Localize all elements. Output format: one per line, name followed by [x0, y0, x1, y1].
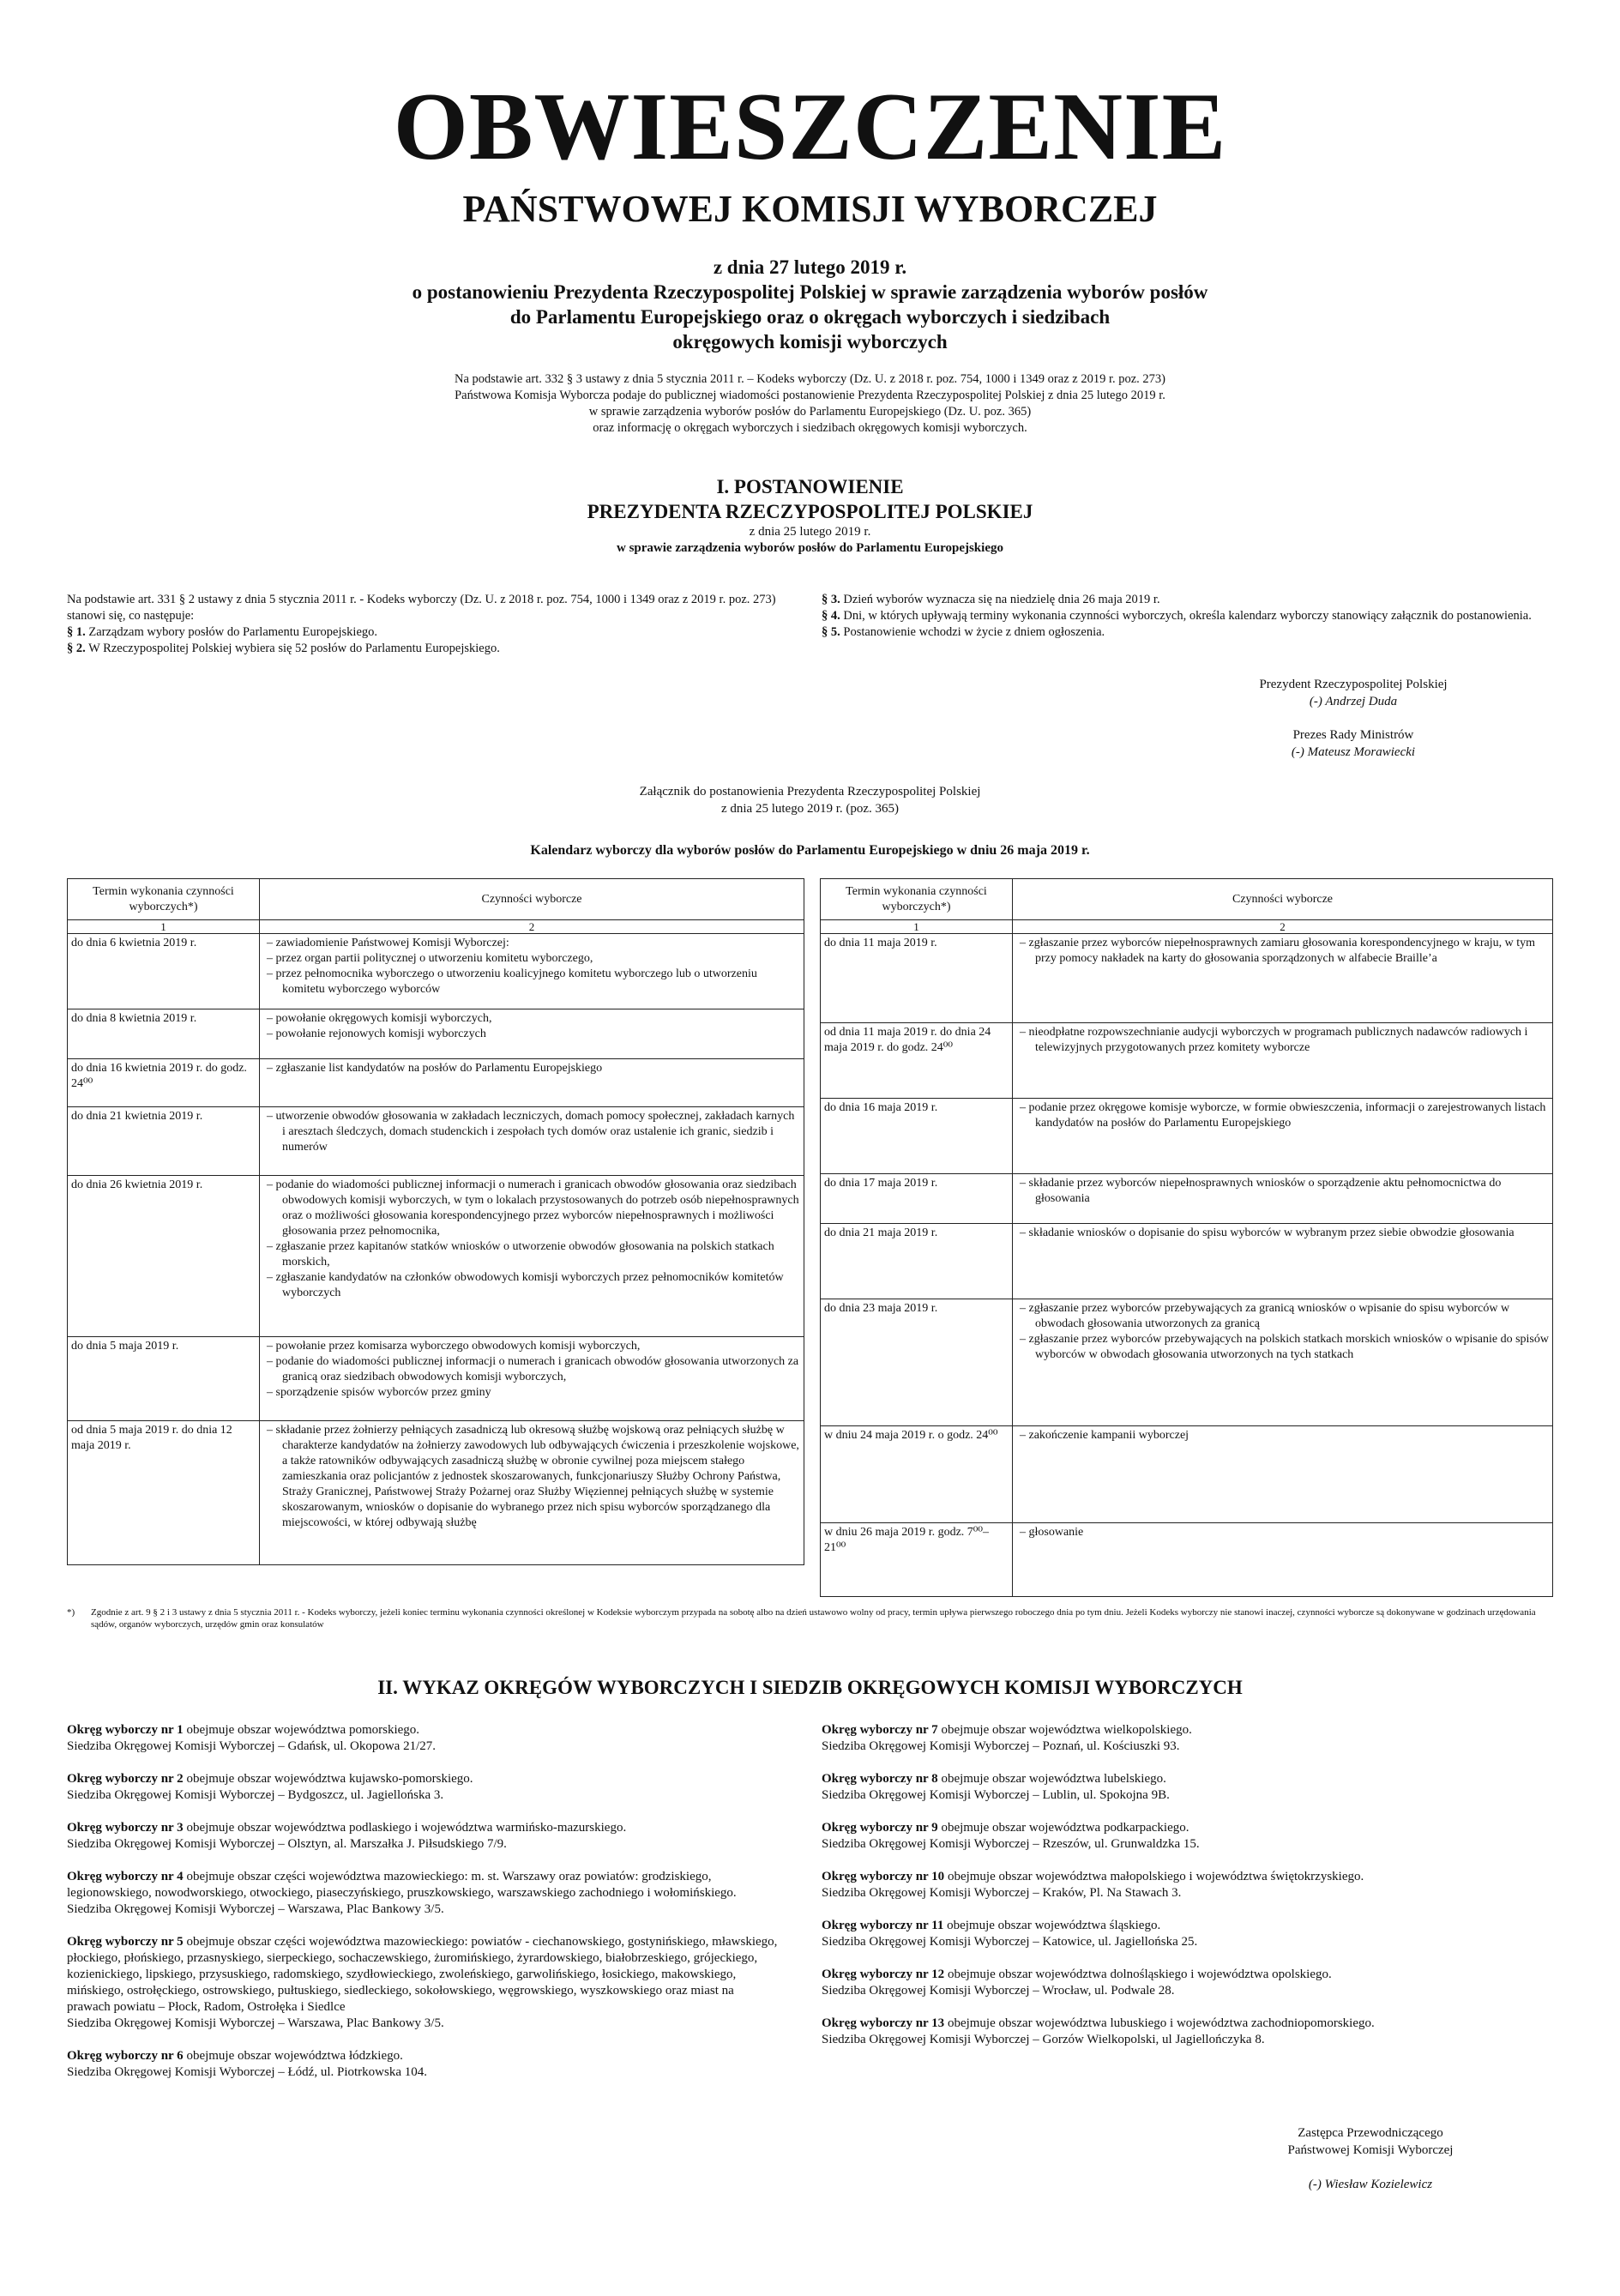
- decree-paragraph-2: [67, 641, 787, 657]
- district-label: Okręg wyborczy nr 8: [822, 1772, 938, 1786]
- decree-intro: Na podstawie art. 331 § 2 ustawy z dnia 5 stycznia 2011 r. - Kodeks wyborczy (Dz. U. z 2018 r. poz. 754, 1000 i 1349 oraz z 2019 r. poz. 273) stanowi się, co następuje:: [67, 593, 776, 623]
- district-area: obejmuje obszar części województwa mazowieckiego: m. st. Warszawy oraz powiatów: grodziskiego, legionowskiego, nowodworskiego, otwockiego, piaseczyńskiego, pruszkowskiego, warszawskiego zachodniego i wołomińskiego.: [67, 1870, 737, 1900]
- district-entry: [822, 1820, 1553, 1853]
- row-activities: [1013, 1174, 1553, 1224]
- paragraph-text: Zarządzam wybory posłów do Parlamentu Europejskiego.: [85, 625, 378, 639]
- activity-item: – składanie przez wyborców niepełnosprawnych wniosków o sporządzenie aktu pełnomocnictwa do głosowania: [1016, 1176, 1549, 1207]
- row-date: do dnia 5 maja 2019 r.: [68, 1337, 260, 1421]
- activity-item: – zgłaszanie kandydatów na członków obwodowych komisji wyborczych przez pełnomocników komitetów wyborczych: [263, 1270, 800, 1301]
- row-activities: [1013, 1523, 1553, 1597]
- activity-item: – zakończenie kampanii wyborczej: [1016, 1428, 1549, 1443]
- district-seat: Siedziba Okręgowej Komisji Wyborczej – Wrocław, ul. Podwale 28.: [822, 1984, 1175, 1998]
- activity-item: – podanie przez okręgowe komisje wyborcze, w formie obwieszczenia, informacji o zarejestrowanych listach kandydatów na posłów do Parlamentu Europejskiego: [1016, 1100, 1549, 1131]
- closing-name: [1216, 2176, 1525, 2193]
- section-1-subject: w sprawie zarządzenia wyborów posłów do Parlamentu Europejskiego: [617, 541, 1003, 555]
- closing-signature: [1216, 2124, 1525, 2193]
- paragraph-text: Dni, w których upływają terminy wykonania czynności wyborczych, określa kalendarz wyborczy stanowiący załącznik do postanowienia.: [840, 609, 1532, 623]
- table-row: [821, 1174, 1553, 1224]
- district-entry: [67, 1869, 779, 1918]
- decree-left-column: [67, 592, 787, 657]
- district-entry: [822, 2016, 1553, 2048]
- district-seat: Siedziba Okręgowej Komisji Wyborczej – Katowice, ul. Jagiellońska 25.: [822, 1935, 1198, 1949]
- section-1-heading: [67, 474, 1553, 557]
- row-date: od dnia 5 maja 2019 r. do dnia 12 maja 2019 r.: [68, 1421, 260, 1565]
- district-label: Okręg wyborczy nr 5: [67, 1935, 184, 1949]
- district-label: Okręg wyborczy nr 2: [67, 1772, 184, 1786]
- district-entry: [67, 1722, 779, 1755]
- district-area: obejmuje obszar województwa lubelskiego.: [937, 1772, 1166, 1786]
- signatory-role: Prezydent Rzeczypospolitej Polskiej: [1259, 678, 1448, 691]
- paragraph-text: Dzień wyborów wyznacza się na niedzielę dnia 26 maja 2019 r.: [840, 593, 1160, 606]
- section-2-title: II. WYKAZ OKRĘGÓW WYBORCZYCH I SIEDZIB OKRĘGOWYCH KOMISJI WYBORCZYCH: [377, 1677, 1243, 1698]
- activity-item: – podanie do wiadomości publicznej informacji o numerach i granicach obwodów głosowania utworzonych za granicą oraz siedzibach obwodowych komisji wyborczych,: [263, 1354, 800, 1385]
- decree-paragraph-1: [67, 624, 787, 641]
- activity-subitem: – przez pełnomocnika wyborczego o utworzeniu koalicyjnego komitetu wyborczego lub o utworzeniu komitetu wyborczego wyborców: [263, 967, 800, 997]
- district-seat: Siedziba Okręgowej Komisji Wyborczej – Olsztyn, al. Marszałka J. Piłsudskiego 7/9.: [67, 1837, 507, 1851]
- notice-subject-line: do Parlamentu Europejskiego oraz o okręgach wyborczych i siedzibach: [509, 306, 1111, 328]
- activity-item: – zawiadomienie Państwowej Komisji Wyborczej:: [263, 936, 800, 951]
- row-date: do dnia 23 maja 2019 r.: [821, 1299, 1013, 1426]
- table-row: [68, 1337, 804, 1421]
- row-date: od dnia 11 maja 2019 r. do dnia 24 maja 2019 r. do godz. 24⁰⁰: [821, 1023, 1013, 1099]
- district-entry: [67, 1934, 779, 2032]
- decree-paragraph-5: [822, 624, 1553, 641]
- activity-item: – powołanie okręgowych komisji wyborczych,: [263, 1011, 800, 1027]
- district-entry: [822, 1918, 1553, 1950]
- section-1-title: I. POSTANOWIENIE: [716, 476, 904, 497]
- district-entry: [822, 1869, 1553, 1901]
- district-area: obejmuje obszar województwa łódzkiego.: [183, 2049, 403, 2063]
- table-row: [68, 1421, 804, 1565]
- row-activities: [260, 1107, 804, 1176]
- district-area: obejmuje obszar województwa małopolskiego i województwa świętokrzyskiego.: [944, 1870, 1364, 1883]
- district-seat: Siedziba Okręgowej Komisji Wyborczej – Warszawa, Plac Bankowy 3/5.: [67, 2016, 444, 2030]
- signatory-name-text: (-) Mateusz Morawiecki: [1291, 745, 1416, 759]
- table-row: [821, 1224, 1553, 1299]
- legal-basis-line: oraz informację o okręgach wyborczych i siedzibach okręgowych komisji wyborczych.: [593, 421, 1027, 435]
- table-row: [821, 1099, 1553, 1174]
- row-activities: [260, 1176, 804, 1337]
- notice-subject-line: okręgowych komisji wyborczych: [672, 331, 948, 353]
- activity-item: – powołanie przez komisarza wyborczego obwodowych komisji wyborczych,: [263, 1339, 800, 1354]
- activity-item: – składanie przez żołnierzy pełniących zasadniczą lub okresową służbę wojskową oraz pełniących służbę w charakterze kandydatów na żołnierzy zawodowych lub odbywających ćwiczenia i przeszkolenie wojskowe, a także ratowników odbywających zasadniczą służbę w obronie cywilnej poza miejscem stałego zamieszkania oraz policjantów z jednostek skoszarowanych, funkcjonariuszy Służby Ochrony Państwa, Straży Granicznej, Państwowej Straży Pożarnej oraz Służby Więziennej pełniących służbę w systemie skoszarowanym, wniosków o dopisanie do wybranego przez nich spisu wyborców sporządzanego dla miejscowości, w której odbywają służbę: [263, 1423, 800, 1531]
- row-date: do dnia 21 kwietnia 2019 r.: [68, 1107, 260, 1176]
- calendar-footnote: [67, 1606, 1553, 1630]
- legal-basis-line: Państwowa Komisja Wyborcza podaje do publicznej wiadomości postanowienie Prezydenta Rzeczypospolitej Polskiej z dnia 25 lutego 2019 r.: [455, 389, 1165, 402]
- district-entry: [67, 1771, 779, 1804]
- signatory-name: [1182, 693, 1525, 710]
- activity-item: – zgłaszanie przez kapitanów statków wniosków o utworzenie obwodów głosowania na polskich statkach morskich,: [263, 1239, 800, 1270]
- row-activities: [260, 934, 804, 1009]
- district-area: obejmuje obszar województwa kujawsko-pomorskiego.: [183, 1772, 473, 1786]
- table-row: [68, 1176, 804, 1337]
- calendar-table-left: [67, 878, 804, 1565]
- table-row: [821, 1426, 1553, 1523]
- legal-basis: [67, 371, 1553, 437]
- district-list-left: [67, 1722, 779, 2097]
- district-seat: Siedziba Okręgowej Komisji Wyborczej – Gorzów Wielkopolski, ul Jagiellończyka 8.: [822, 2033, 1265, 2046]
- column-number: 2: [260, 920, 804, 934]
- row-date: do dnia 17 maja 2019 r.: [821, 1174, 1013, 1224]
- row-activities: [1013, 1299, 1553, 1426]
- column-header-activity: Czynności wyborcze: [1013, 879, 1553, 920]
- district-area: obejmuje obszar województwa pomorskiego.: [183, 1723, 420, 1737]
- district-seat: Siedziba Okręgowej Komisji Wyborczej – Gdańsk, ul. Okopowa 21/27.: [67, 1739, 436, 1753]
- row-activities: [1013, 1224, 1553, 1299]
- district-area: obejmuje obszar województwa podlaskiego i województwa warmińsko-mazurskiego.: [183, 1821, 627, 1835]
- district-label: Okręg wyborczy nr 12: [822, 1968, 945, 1981]
- district-seat: Siedziba Okręgowej Komisji Wyborczej – Łódź, ul. Piotrkowska 104.: [67, 2065, 427, 2079]
- activity-item: – zgłaszanie przez wyborców przebywających za granicą wniosków o wpisanie do spisu wyborców w obwodach głosowania utworzonych za granicą: [1016, 1301, 1549, 1332]
- paragraph-mark: § 2.: [67, 642, 86, 655]
- activity-item: – nieodpłatne rozpowszechnianie audycji wyborczych w programach publicznych nadawców radiowych i telewizyjnych przygotowanych przez komitety wyborcze: [1016, 1025, 1549, 1056]
- table-row: [821, 934, 1553, 1023]
- activity-item: – sporządzenie spisów wyborców przez gminy: [263, 1385, 800, 1401]
- footnote-mark: *): [67, 1607, 75, 1618]
- row-activities: [260, 1337, 804, 1421]
- table-row: [68, 934, 804, 1009]
- legal-basis-line: w sprawie zarządzenia wyborów posłów do Parlamentu Europejskiego (Dz. U. poz. 365): [588, 405, 1032, 419]
- row-activities: [1013, 1023, 1553, 1099]
- district-entry: [822, 1771, 1553, 1804]
- notice-date: z dnia 27 lutego 2019 r.: [713, 256, 907, 278]
- signatory-role: Prezes Rady Ministrów: [1292, 728, 1414, 742]
- row-activities: [1013, 1099, 1553, 1174]
- closing-role: Państwowej Komisji Wyborczej: [1287, 2143, 1454, 2157]
- annex-reference: [67, 783, 1553, 817]
- section-1-issuer: PREZYDENTA RZECZYPOSPOLITEJ POLSKIEJ: [587, 501, 1033, 522]
- activity-item: – powołanie rejonowych komisji wyborczych: [263, 1027, 800, 1042]
- activity-item: – głosowanie: [1016, 1525, 1549, 1540]
- district-area: obejmuje obszar województwa wielkopolskiego.: [937, 1723, 1192, 1737]
- table-row: [821, 1023, 1553, 1099]
- district-label: Okręg wyborczy nr 7: [822, 1723, 938, 1737]
- paragraph-mark: § 5.: [822, 625, 840, 639]
- table-row: [68, 1009, 804, 1059]
- legal-basis-line: Na podstawie art. 332 § 3 ustawy z dnia 5 stycznia 2011 r. – Kodeks wyborczy (Dz. U. z 2018 r. poz. 754, 1000 i 1349 oraz z 2019 r. poz. 273): [454, 372, 1165, 386]
- activity-item: – składanie wniosków o dopisanie do spisu wyborców w wybranym przez siebie obwodzie głosowania: [1016, 1226, 1549, 1241]
- table-row: [68, 1107, 804, 1176]
- decree-right-column: [822, 592, 1553, 641]
- column-number: 1: [68, 920, 260, 934]
- section-1-date: z dnia 25 lutego 2019 r.: [749, 525, 871, 539]
- district-label: Okręg wyborczy nr 11: [822, 1919, 944, 1932]
- column-header-date: Termin wykonania czynności wyborczych*): [68, 879, 260, 920]
- activity-item: – zgłaszanie przez wyborców niepełnosprawnych zamiaru głosowania korespondencyjnego w kraju, w tym przy pomocy nakładek na karty do głosowania sporządzonych w alfabecie Braille’a: [1016, 936, 1549, 967]
- signatory-name-text: (-) Andrzej Duda: [1309, 695, 1398, 708]
- row-activities: [260, 1059, 804, 1107]
- row-date: do dnia 8 kwietnia 2019 r.: [68, 1009, 260, 1059]
- row-date: do dnia 11 maja 2019 r.: [821, 934, 1013, 1023]
- table-row: [68, 1059, 804, 1107]
- column-number: 2: [1013, 920, 1553, 934]
- notice-subject-line: o postanowieniu Prezydenta Rzeczypospolitej Polskiej w sprawie zarządzenia wyborów posłów: [412, 281, 1208, 303]
- row-date: w dniu 26 maja 2019 r. godz. 7⁰⁰–21⁰⁰: [821, 1523, 1013, 1597]
- district-list-right: [822, 1722, 1553, 2064]
- table-row: [821, 1523, 1553, 1597]
- document-title: OBWIESZCZENIE: [393, 74, 1227, 180]
- decree-paragraph-3: [822, 592, 1553, 608]
- activity-item: – utworzenie obwodów głosowania w zakładach leczniczych, domach pomocy społecznej, zakładach karnych i aresztach śledczych, domach studenckich i zespołach tych domów oraz ustalenie ich granic, siedzib i numerów: [263, 1109, 800, 1155]
- closing-name-text: (-) Wiesław Kozielewicz: [1308, 2178, 1433, 2191]
- district-label: Okręg wyborczy nr 13: [822, 2016, 945, 2030]
- row-activities: [260, 1009, 804, 1059]
- notice-heading: [67, 255, 1553, 354]
- closing-role: Zastępca Przewodniczącego: [1298, 2126, 1443, 2140]
- footnote-text: Zgodnie z art. 9 § 2 i 3 ustawy z dnia 5 stycznia 2011 r. - Kodeks wyborczy, jeżeli koniec terminu wykonania czynności określonej w Kodeksie wyborczym przypada na sobotę albo na dzień ustawowo wolny od pracy, termin upływa pierwszego roboczego dnia po tym dniu. Jeżeli Kodeks wyborczy nie stanowi inaczej, czynności wyborcze są dokonywane w godzinach urzędowania sądów, organów wyborczych, urzędów gmin oraz konsulatów: [91, 1607, 1536, 1630]
- row-date: do dnia 21 maja 2019 r.: [821, 1224, 1013, 1299]
- column-header-date: Termin wykonania czynności wyborczych*): [821, 879, 1013, 920]
- district-seat: Siedziba Okręgowej Komisji Wyborczej – Poznań, ul. Kościuszki 93.: [822, 1739, 1180, 1753]
- activity-item: – zgłaszanie przez wyborców przebywających na polskich statkach morskich wniosków o wpisanie do spisów wyborców w obwodach głosowania utworzonych na tych statkach: [1016, 1332, 1549, 1363]
- activity-subitem: – przez organ partii politycznej o utworzeniu komitetu wyborczego,: [263, 951, 800, 967]
- paragraph-text: W Rzeczypospolitej Polskiej wybiera się 52 posłów do Parlamentu Europejskiego.: [85, 642, 500, 655]
- district-area: obejmuje obszar części województwa mazowieckiego: powiatów - ciechanowskiego, gostynińskiego, mławskiego, płockiego, płońskiego, przasnyskiego, sierpeckiego, sochaczewskiego, żuromińskiego, żyrardowskiego, białobrzeskiego, grójeckiego, kozienickiego, lipskiego, przysuskiego, radomskiego, szydłowieckiego, zwoleńskiego, garwolińskiego, łosickiego, makowskiego, mińskiego, ostrołęckiego, ostrowskiego, pułtuskiego, siedleckiego, sokołowskiego, węgrowskiego, wyszkowskiego oraz miast na prawach powiatu – Płock, Radom, Ostrołęka i Siedlce: [67, 1935, 778, 2014]
- paragraph-mark: § 3.: [822, 593, 840, 606]
- row-activities: [1013, 934, 1553, 1023]
- row-date: do dnia 16 maja 2019 r.: [821, 1099, 1013, 1174]
- calendar-title: Kalendarz wyborczy dla wyborów posłów do Parlamentu Europejskiego w dniu 26 maja 2019 r.: [530, 843, 1090, 858]
- district-entry: [67, 2048, 779, 2081]
- row-date: do dnia 6 kwietnia 2019 r.: [68, 934, 260, 1009]
- paragraph-text: Postanowienie wchodzi w życie z dniem ogłoszenia.: [840, 625, 1105, 639]
- district-label: Okręg wyborczy nr 9: [822, 1821, 938, 1835]
- district-seat: Siedziba Okręgowej Komisji Wyborczej – Kraków, Pl. Na Stawach 3.: [822, 1886, 1182, 1900]
- decree-signatures: [1182, 676, 1525, 761]
- decree-paragraph-4: [822, 608, 1553, 624]
- row-activities: [1013, 1426, 1553, 1523]
- activity-item: – podanie do wiadomości publicznej informacji o numerach i granicach obwodów głosowania oraz siedzibach obwodowych komisji wyborczych, w tym o lokalach przystosowanych do potrzeb osób niepełnosprawnych oraz o możliwości głosowania korespondencyjnego przez wyborców niepełnosprawnych i możliwości głosowania przez pełnomocnika,: [263, 1178, 800, 1239]
- calendar-table-right: [820, 878, 1553, 1597]
- district-area: obejmuje obszar województwa śląskiego.: [943, 1919, 1161, 1932]
- district-area: obejmuje obszar województwa dolnośląskiego i województwa opolskiego.: [944, 1968, 1332, 1981]
- district-entry: [822, 1722, 1553, 1755]
- row-date: do dnia 26 kwietnia 2019 r.: [68, 1176, 260, 1337]
- activity-item: – zgłaszanie list kandydatów na posłów do Parlamentu Europejskiego: [263, 1061, 800, 1076]
- annex-line: z dnia 25 lutego 2019 r. (poz. 365): [720, 802, 900, 816]
- district-label: Okręg wyborczy nr 4: [67, 1870, 184, 1883]
- district-seat: Siedziba Okręgowej Komisji Wyborczej – Rzeszów, ul. Grunwaldzka 15.: [822, 1837, 1200, 1851]
- signatory-name: [1182, 744, 1525, 761]
- district-seat: Siedziba Okręgowej Komisji Wyborczej – Lublin, ul. Spokojna 9B.: [822, 1788, 1170, 1802]
- row-date: w dniu 24 maja 2019 r. o godz. 24⁰⁰: [821, 1426, 1013, 1523]
- district-label: Okręg wyborczy nr 1: [67, 1723, 184, 1737]
- district-label: Okręg wyborczy nr 10: [822, 1870, 945, 1883]
- district-entry: [67, 1820, 779, 1853]
- district-seat: Siedziba Okręgowej Komisji Wyborczej – Bydgoszcz, ul. Jagiellońska 3.: [67, 1788, 444, 1802]
- row-date: do dnia 16 kwietnia 2019 r. do godz. 24⁰⁰: [68, 1059, 260, 1107]
- district-label: Okręg wyborczy nr 3: [67, 1821, 184, 1835]
- district-area: obejmuje obszar województwa podkarpackiego.: [937, 1821, 1189, 1835]
- district-area: obejmuje obszar województwa lubuskiego i województwa zachodniopomorskiego.: [944, 2016, 1375, 2030]
- column-header-activity: Czynności wyborcze: [260, 879, 804, 920]
- paragraph-mark: § 1.: [67, 625, 86, 639]
- district-label: Okręg wyborczy nr 6: [67, 2049, 184, 2063]
- district-entry: [822, 1967, 1553, 1999]
- annex-line: Załącznik do postanowienia Prezydenta Rzeczypospolitej Polskiej: [639, 785, 981, 798]
- row-activities: [260, 1421, 804, 1565]
- document-subtitle: PAŃSTWOWEJ KOMISJI WYBORCZEJ: [462, 188, 1158, 230]
- column-number: 1: [821, 920, 1013, 934]
- table-row: [821, 1299, 1553, 1426]
- paragraph-mark: § 4.: [822, 609, 840, 623]
- district-seat: Siedziba Okręgowej Komisji Wyborczej – Warszawa, Plac Bankowy 3/5.: [67, 1902, 444, 1916]
